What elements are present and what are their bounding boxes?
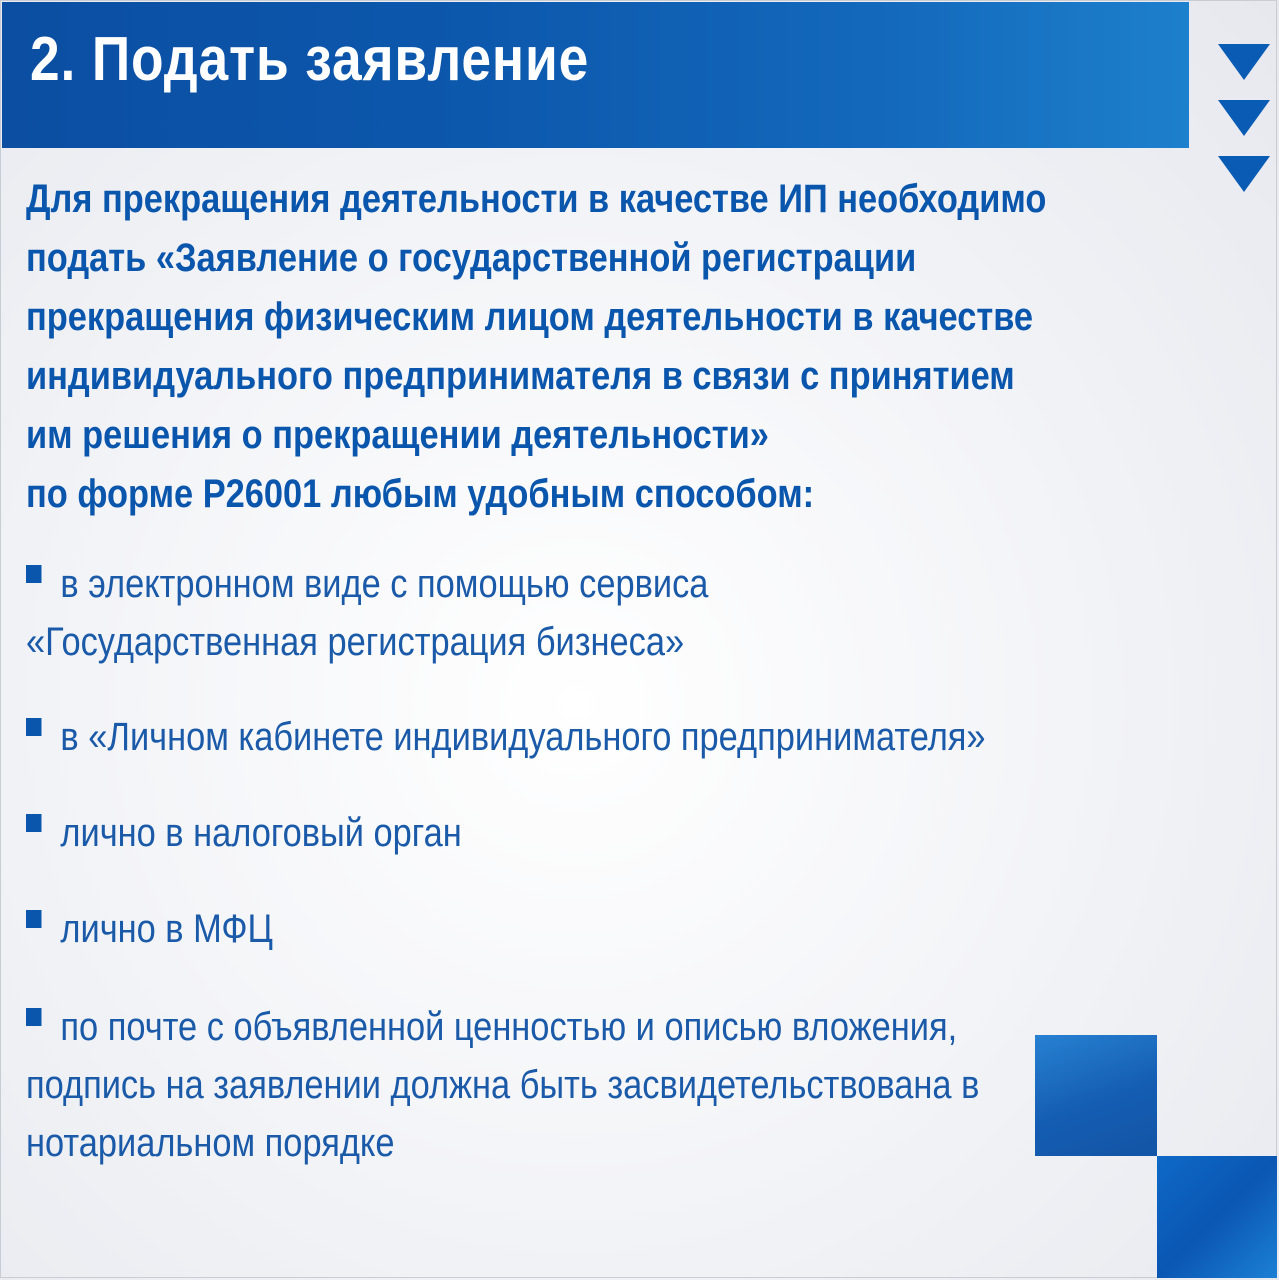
intro-line: прекращения физическим лицом деятельности в качестве (26, 295, 1034, 339)
intro-line: им решения о прекращении деятельности» (26, 413, 769, 457)
intro-line: Для прекращения деятельности в качестве ИП необходимо (26, 177, 1047, 221)
list-item-line (26, 900, 273, 958)
square-bullet-icon (26, 910, 41, 928)
header-bar (2, 2, 1189, 148)
list-item (26, 900, 313, 958)
chevron-down-icon (1218, 44, 1270, 80)
list-item (26, 998, 1135, 1172)
list-item-text: лично в МФЦ (60, 907, 274, 951)
list-item-line (26, 998, 979, 1056)
list-item-text: нотариальном порядке (26, 1121, 395, 1165)
list-item-text: в «Личном кабинете индивидуального предпринимателя» (60, 715, 986, 759)
intro-paragraph (26, 170, 1266, 524)
square-bullet-icon (26, 565, 41, 583)
list-item-text: в электронном виде с помощью сервиса (60, 562, 709, 606)
list-item-line (26, 555, 708, 613)
list-item (26, 804, 533, 862)
intro-line: индивидуального предпринимателя в связи с принятием (26, 354, 1015, 398)
list-item-line (26, 708, 986, 766)
decorative-square (1157, 1156, 1277, 1278)
list-item-text: по почте с объявленной ценностью и описью вложения, (60, 1005, 958, 1049)
list-item (26, 708, 1142, 766)
square-bullet-icon (26, 718, 41, 736)
intro-line: подать «Заявление о государственной регистрации (26, 236, 917, 280)
list-item (26, 555, 820, 671)
list-item-line (26, 804, 462, 862)
page-title: 2. Подать заявление (30, 25, 590, 94)
square-bullet-icon (26, 814, 41, 832)
list-item-text: лично в налоговый орган (60, 811, 462, 855)
list-item-text: подпись на заявлении должна быть засвидетельствована в (26, 1063, 980, 1107)
decorative-square (1035, 1035, 1157, 1156)
intro-line: по форме Р26001 любым удобным способом: (26, 472, 815, 516)
list-item-text: «Государственная регистрация бизнеса» (26, 620, 685, 664)
square-bullet-icon (26, 1008, 41, 1026)
chevron-down-icon (1218, 100, 1270, 136)
